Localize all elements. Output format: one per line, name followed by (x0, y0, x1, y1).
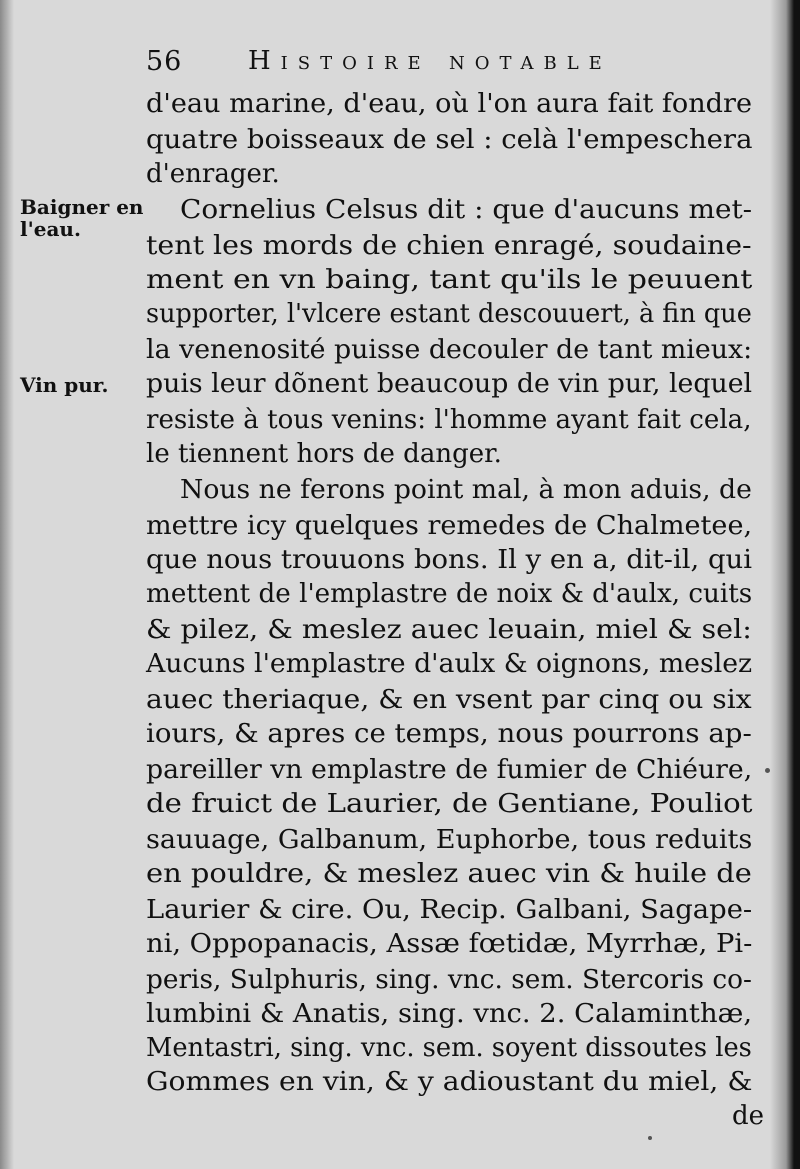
gutter-shadow (0, 0, 14, 1169)
paper-speck (648, 1136, 652, 1140)
text-line: Cornelius Celsus dit : que d'aucuns met- (180, 195, 753, 225)
text-line: supporter, l'vlcere estant descouuert, à fin que (146, 299, 752, 329)
text-line: la venenosité puisse decouler de tant mieux: (146, 335, 753, 365)
text-line: d'enrager. (146, 159, 280, 189)
text-line: mettent de l'emplastre de noix & d'aulx, cuits (146, 579, 753, 609)
text-line: lumbini & Anatis, sing. vnc. 2. Calaminthæ, (146, 999, 753, 1029)
text-line: puis leur dõnent beaucoup de vin pur, lequel (146, 369, 753, 399)
text-line: le tiennent hors de danger. (146, 439, 502, 469)
text-line: Nous ne ferons point mal, à mon aduis, de (180, 475, 752, 505)
page-edge-shadow (770, 0, 800, 1169)
paper-speck (765, 768, 770, 773)
text-line: Laurier & cire. Ou, Recip. Galbani, Sagape- (146, 895, 753, 925)
text-line: resiste à tous venins: l'homme ayant fait cela, (146, 405, 752, 435)
text-line: quatre boisseaux de sel : celà l'empeschera (146, 125, 753, 155)
running-head (146, 44, 766, 84)
page-number: 56 (146, 46, 183, 77)
text-line: d'eau marine, d'eau, où l'on aura fait fondre (146, 89, 753, 119)
text-line: auec theriaque, & en vsent par cinq ou six (146, 685, 752, 715)
text-line: ment en vn baing, tant qu'ils le peuuent (146, 265, 753, 295)
text-line: peris, Sulphuris, sing. vnc. sem. Stercoris co- (146, 965, 752, 995)
text-line: tent les mords de chien enragé, soudaine- (146, 231, 752, 261)
margin-note-eau: l'eau. (20, 217, 81, 241)
text-line: sauuage, Galbanum, Euphorbe, tous reduits (146, 825, 753, 855)
text-line: iours, & apres ce temps, nous pourrons ap- (146, 719, 752, 749)
text-line: mettre icy quelques remedes de Chalmetee, (146, 511, 753, 541)
text-line: pareiller vn emplastre de fumier de Chiéure, (146, 755, 753, 785)
running-title: Histoire notable (248, 46, 612, 76)
margin-note-baigner: Baigner en (20, 195, 144, 219)
text-line: Gommes en vin, & y adioustant du miel, & (146, 1067, 753, 1097)
text-line: Aucuns l'emplastre d'aulx & oignons, meslez (146, 649, 753, 679)
text-line: de fruict de Laurier, de Gentiane, Pouliot (146, 789, 753, 819)
catchword: de (732, 1101, 765, 1131)
text-line: & pilez, & meslez auec leuain, miel & sel: (146, 615, 752, 645)
margin-note-vin-pur: Vin pur. (20, 373, 109, 397)
text-line: en pouldre, & meslez auec vin & huile de (146, 859, 752, 889)
text-line: Mentastri, sing. vnc. sem. soyent dissoutes les (146, 1033, 752, 1063)
text-line: ni, Oppopanacis, Assæ fœtidæ, Myrrhæ, Pi- (146, 929, 753, 959)
text-line: que nous trouuons bons. Il y en a, dit-il, qui (146, 545, 753, 575)
